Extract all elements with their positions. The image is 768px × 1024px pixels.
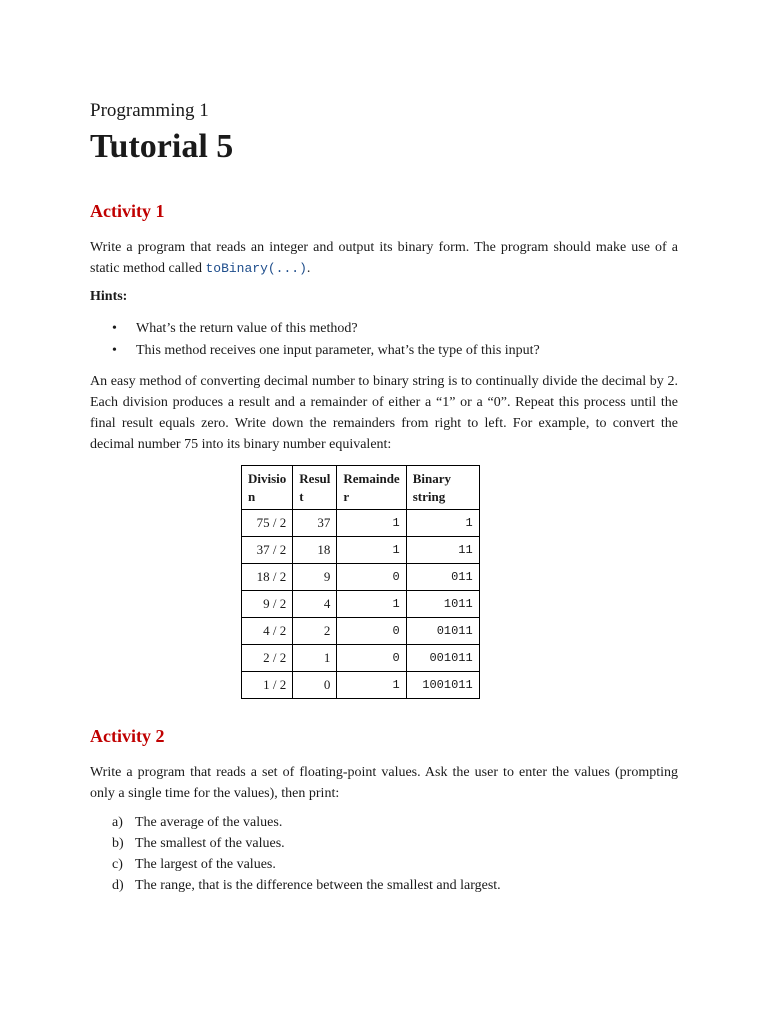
cell-binary: 11: [406, 537, 479, 564]
cell-remainder: 1: [337, 510, 406, 537]
cell-result: 37: [293, 510, 337, 537]
hints-list: [90, 320, 540, 364]
header-remainder: Remainde r: [337, 466, 406, 510]
list-item-text: The average of the values.: [135, 815, 283, 830]
header-result: Resul t: [293, 466, 337, 510]
list-item: [90, 342, 540, 359]
cell-result: 4: [293, 591, 337, 618]
hint-text: This method receives one input parameter, what’s the type of this input?: [136, 343, 540, 358]
list-marker: b): [112, 836, 124, 851]
bullet-icon: •: [112, 343, 117, 358]
bullet-icon: •: [112, 321, 117, 336]
table-row: [242, 591, 480, 618]
course-name: Programming 1: [90, 100, 209, 121]
cell-division: 9 / 2: [242, 591, 293, 618]
cell-result: 18: [293, 537, 337, 564]
cell-result: 1: [293, 645, 337, 672]
list-item: [90, 856, 501, 873]
list-marker: d): [112, 878, 124, 893]
cell-result: 9: [293, 564, 337, 591]
activity-2-list: [90, 814, 501, 898]
cell-result: 0: [293, 672, 337, 699]
cell-remainder: 1: [337, 537, 406, 564]
activity-1-intro: [90, 237, 678, 279]
cell-division: 4 / 2: [242, 618, 293, 645]
list-item-text: The range, that is the difference between the smallest and largest.: [135, 878, 501, 893]
list-item-text: The largest of the values.: [135, 857, 276, 872]
list-item: [90, 320, 540, 337]
cell-result: 2: [293, 618, 337, 645]
table-row: [242, 564, 480, 591]
list-item: [90, 877, 501, 894]
cell-remainder: 0: [337, 618, 406, 645]
cell-binary: 001011: [406, 645, 479, 672]
activity-1-intro-text: Write a program that reads an integer and output its binary form. The program should make use of a static method called: [90, 240, 678, 276]
activity-1-intro-end: .: [306, 261, 311, 276]
cell-remainder: 1: [337, 672, 406, 699]
header-binary-string: Binary string: [406, 466, 479, 510]
cell-binary: 01011: [406, 618, 479, 645]
cell-division: 2 / 2: [242, 645, 293, 672]
cell-remainder: 0: [337, 564, 406, 591]
header-division: Divisio n: [242, 466, 293, 510]
hints-label: Hints:: [90, 289, 128, 304]
list-item: [90, 814, 501, 831]
cell-binary: 1: [406, 510, 479, 537]
cell-binary: 1001011: [406, 672, 479, 699]
cell-remainder: 1: [337, 591, 406, 618]
activity-2-heading: Activity 2: [90, 726, 165, 746]
cell-binary: 1011: [406, 591, 479, 618]
table-header-row: [242, 466, 480, 510]
cell-remainder: 0: [337, 645, 406, 672]
activity-2-intro: Write a program that reads a set of floating-point values. Ask the user to enter the values (prompting only a single time for the values), then print:: [90, 765, 678, 801]
list-item: [90, 835, 501, 852]
cell-division: 1 / 2: [242, 672, 293, 699]
list-marker: c): [112, 857, 123, 872]
table-row: [242, 618, 480, 645]
hint-text: What’s the return value of this method?: [136, 321, 358, 336]
table-row: [242, 672, 480, 699]
table-row: [242, 537, 480, 564]
method-name-code: toBinary(...): [205, 261, 307, 276]
cell-binary: 011: [406, 564, 479, 591]
table-row: [242, 510, 480, 537]
activity-1-heading: Activity 1: [90, 201, 165, 221]
cell-division: 75 / 2: [242, 510, 293, 537]
list-item-text: The smallest of the values.: [135, 836, 285, 851]
list-marker: a): [112, 815, 123, 830]
table-row: [242, 645, 480, 672]
cell-division: 18 / 2: [242, 564, 293, 591]
cell-division: 37 / 2: [242, 537, 293, 564]
page-title: Tutorial 5: [90, 128, 234, 165]
binary-conversion-table: [241, 465, 480, 699]
activity-1-explanation: An easy method of converting decimal number to binary string is to continually divide the decimal by 2. Each division produces a result and a remainder of either a “1” or a “0”. Repeat this process until the final result equals zero. Write down the remainders from right to left. For example, to convert the decimal number 75 into its binary number equivalent:: [90, 374, 678, 452]
